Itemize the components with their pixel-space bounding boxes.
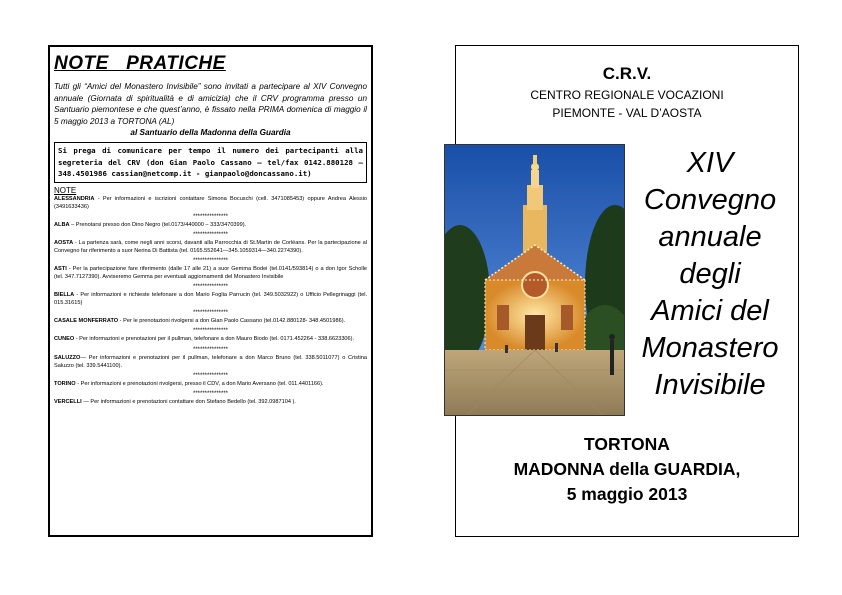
sanctuary-photo [444,144,625,416]
diocese-info: - La partenza sarà, come negli anni scorsi, davanti alla Parrocchia di St.Martin de Corléans. Per la partecipazione al Convegno far riferimento a suor Nerina Di Battista (tel. 0165.552641—345.1059314—340.2274390). [54,239,367,254]
star-separator: *************** [192,284,229,291]
diocese-entry [54,398,367,406]
diocese-info: - Per informazioni e iscrizioni contattare Simona Bocuschi (cell. 3471085453) oppure Andrea Alessio (3491633436) [54,195,367,210]
star-separator: *************** [192,372,229,379]
star-separator: *************** [192,213,229,220]
star-separator: *************** [192,346,229,353]
registration-box: Si prega di comunicare per tempo il numero dei partecipanti alla segreteria del CRV (don Gian Paolo Cassano – tel/fax 0142.880128 – 348.4501986 cassian@netcomp.it - gianpaolo@doncassano.it) [54,142,367,183]
diocese-entry [54,380,367,388]
note-label: NOTE [54,185,77,195]
headline-line: Monastero [641,332,779,364]
diocese-entry [54,317,367,325]
notes-title: NOTE PRATICHE [54,53,226,74]
diocese-info: - Per le prenotazioni rivolgersi a don Gian Paolo Cassano (tel.0142.880128- 348.4501986). [118,318,346,325]
convention-headline [628,145,792,404]
event-date: 5 maggio 2013 [566,484,688,504]
diocese-entry [54,335,367,343]
diocese-entry [54,195,367,211]
place-sanctuary: MADONNA della GUARDIA, [513,459,741,479]
diocese-info: – Prenotarsi presso don Dino Negro (tel.0173/440000 – 333/3470399). [69,221,247,228]
crv-subtitle-2: PIEMONTE - VAL D’AOSTA [552,106,702,120]
diocese-name: ALESSANDRIA [54,195,95,202]
diocese-info: - Per informazioni e prenotazioni per il pullman, telefonare a don Mauro Biodo (tel. 0171.452264 - 338.6623306). [74,336,355,343]
diocese-info: - Per informazioni e prenotazioni rivolgersi, presso il CDV, a don Mario Aversano (tel. 011.4401166). [75,380,324,387]
headline-line: Invisibile [654,369,766,401]
intro-sanctuary: al Santuario della Madonna della Guardia [130,128,291,137]
headline-line: annuale [658,221,762,253]
star-separator: *************** [192,310,229,317]
diocese-info: - Per informazioni e richieste telefonare a don Mario Foglia Parrucin (tel. 349.5032922) o Ufficio Pellegrinaggi (tel. 015.31615) [54,292,367,307]
diocese-entry [54,291,367,307]
diocese-name: ALBA [54,221,70,228]
diocese-name: CASALE MONFERRATO [54,318,119,325]
diocese-name: AOSTA [54,239,74,246]
star-separator: *************** [192,390,229,397]
diocese-entry [54,239,367,255]
intro-paragraph: Tutti gli “Amici del Monastero Invisibile” sono invitati a partecipare al XIV Convegno annuale (Giornata di spiritualità e di amicizia) che il CRV programma presso un Santuario piemontese e che quest’anno, è fissato nella PRIMA domenica di maggio il 5 maggio 2013 a TORTONA (AL) [54,82,367,126]
diocese-name: BIELLA [54,292,75,299]
diocese-name: SALUZZO [54,354,81,361]
diocese-info: — Per informazioni e prenotazioni contattare don Stefano Bedello (tel. 392.0987104 ). [81,398,296,405]
practical-notes-panel [48,45,373,537]
headline-line: XIV [686,147,734,179]
star-separator: *************** [192,328,229,335]
star-separator: *************** [192,231,229,238]
diocese-info: - Per la partecipazione fare riferimento (dalle 17 alle 21) a suor Gemma Bodei (tel.0141/593814) o a don Igor Scholle (tel. 347.7127390). Avviseremo Gemma per eventuali aggiornamenti del Monastero Invisibile [54,265,367,281]
headline-line: Amici del [651,295,769,327]
diocese-name: VERCELLI [54,398,82,405]
headline-line: degli [679,258,741,290]
diocese-entry [54,354,367,370]
crv-subtitle-1: CENTRO REGIONALE VOCAZIONI [530,88,724,102]
diocese-name: ASTI [54,265,67,272]
diocese-entries-list [54,195,367,406]
diocese-info: — Per informazioni e prenotazioni per il pullman, telefonare a don Marco Bruno (tel. 338.5011077) o Cristina Saluzzo (tel. 339.5441100). [54,354,367,369]
event-place-date [455,432,799,507]
diocese-name: CUNEO [54,336,75,343]
headline-line: Convegno [643,184,777,216]
crv-title: C.R.V. [602,64,652,83]
diocese-entry [54,265,367,281]
place-city: TORTONA [584,434,670,454]
diocese-name: TORINO [54,380,76,387]
star-separator: *************** [192,257,229,264]
diocese-entry [54,221,367,229]
